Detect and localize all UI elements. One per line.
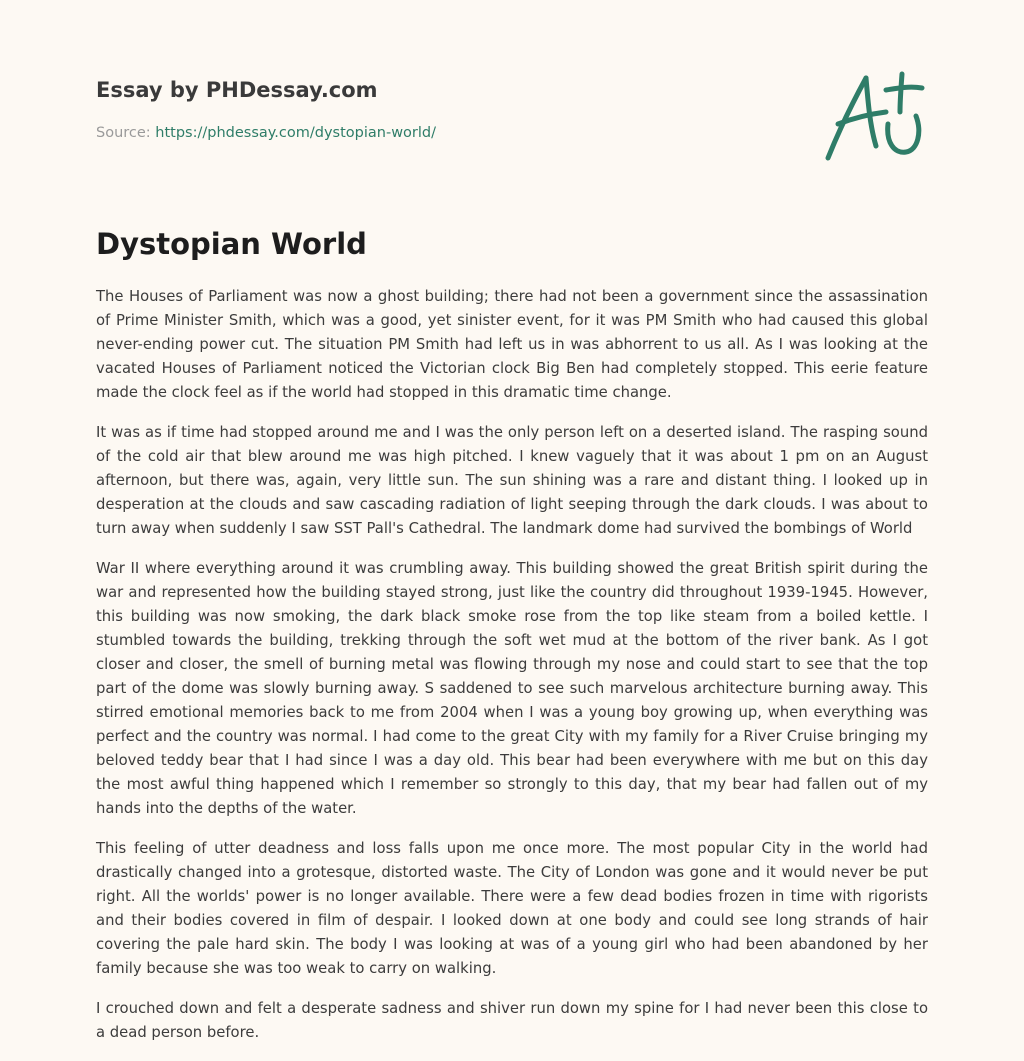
essay-paragraph: I crouched down and felt a desperate sadness and shiver run down my spine for I had never been this close to a dead person before. xyxy=(96,1000,928,1041)
a-plus-grade-icon xyxy=(824,66,928,166)
essay-paragraph: It was as if time had stopped around me and I was the only person left on a deserted island. The rasping sound of the cold air that blew around me was high pitched. I knew vaguely that it was about 1 pm on an August afternoon, but there was, again, very little sun. The sun shining was a rare and distant thing. I looked up in desperation at the clouds and saw cascading radiation of light seeping through the dark clouds. I was about to turn away when suddenly I saw SST Pall's Cathedral. The landmark dome had survived the bombings of World xyxy=(96,424,928,537)
essay-title: Dystopian World xyxy=(96,227,367,261)
site-brand: Essay by PHDessay.com xyxy=(96,78,378,102)
source-label: Source: xyxy=(96,125,156,141)
source-line xyxy=(96,123,436,143)
essay-paragraph: War II where everything around it was crumbling away. This building showed the great British spirit during the war and represented how the building stayed strong, just like the country did throughout 1939-1945. However, this building was now smoking, the dark black smoke rose from the top like steam from a boiled kettle. I stumbled towards the building, trekking through the soft wet mud at the bottom of the river bank. As I got closer and closer, the smell of burning metal was flowing through my nose and could start to see that the top part of the dome was slowly burning away. S saddened to see such marvelous architecture burning away. This stirred emotional memories back to me from 2004 when I was a young boy growing up, when everything was perfect and the country was normal. I had come to the great City with my family for a River Cruise bringing my beloved teddy bear that I had since I was a day old. This bear had been everywhere with me but on this day the most awful thing happened which I remember so strongly to this day, that my bear had fallen out of my hands into the depths of the water. xyxy=(96,560,928,817)
essay-paragraph: This feeling of utter deadness and loss falls upon me once more. The most popular City in the world had drastically changed into a grotesque, distorted waste. The City of London was gone and it would never be put right. All the worlds' power is no longer available. There were a few dead bodies frozen in time with rigorists and their bodies covered in film of despair. I looked down at one body and could see long strands of hair covering the pale hard skin. The body I was looking at was of a young girl who had been abandoned by her family because she was too weak to carry on walking. xyxy=(96,840,928,977)
essay-body xyxy=(96,285,928,1061)
source-link[interactable]: https://phdessay.com/dystopian-world/ xyxy=(155,125,437,141)
essay-paragraph: The Houses of Parliament was now a ghost building; there had not been a government since the assassination of Prime Minister Smith, which was a good, yet sinister event, for it was PM Smith who had caused this global never-ending power cut. The situation PM Smith had left us in was abhorrent to us all. As I was looking at the vacated Houses of Parliament noticed the Victorian clock Big Ben had completely stopped. This eerie feature made the clock feel as if the world had stopped in this dramatic time change. xyxy=(96,288,928,401)
